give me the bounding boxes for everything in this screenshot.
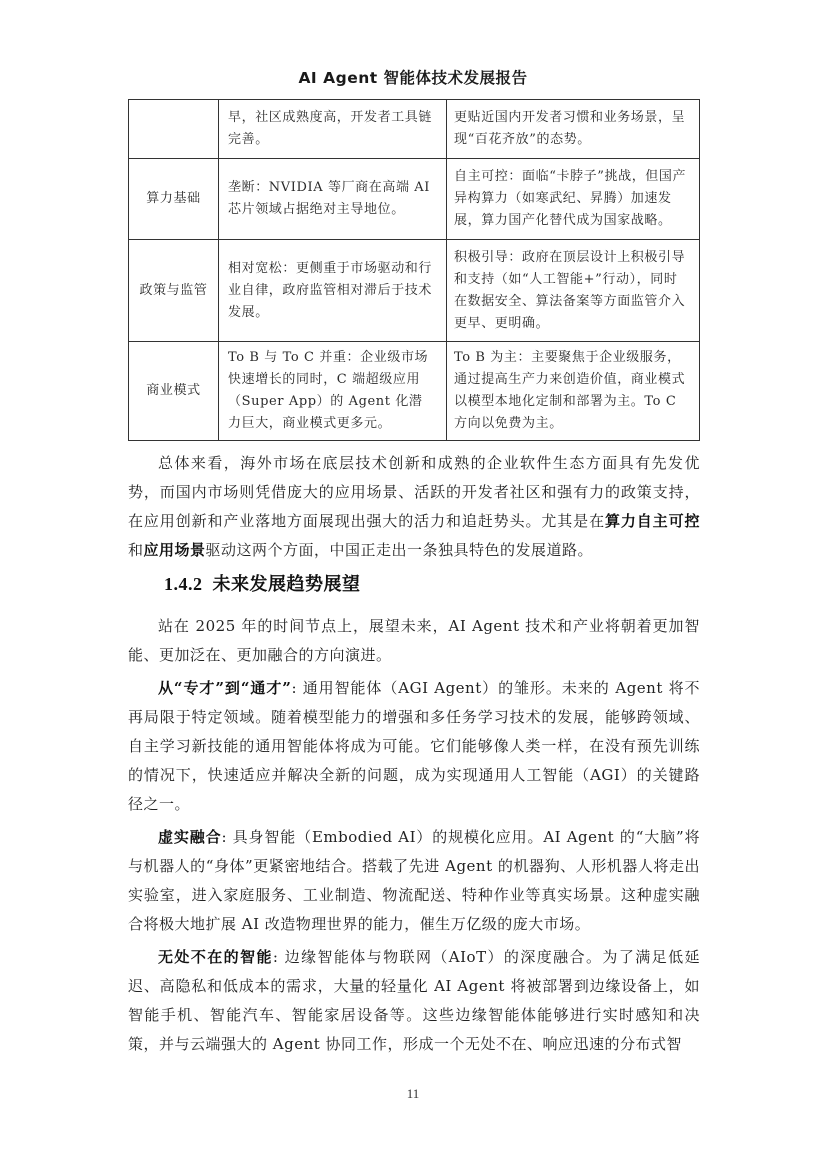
table-cell-category [129,100,219,159]
summary-emphasis: 应用场景 [143,541,206,559]
table-row [129,100,700,159]
table-row [129,159,700,240]
trend-paragraph [128,674,700,819]
trend-paragraph [128,823,700,939]
table-cell-domestic: 积极引导：政府在顶层设计上积极引导和支持（如“人工智能+”行动），同时在数据安全、算法备案等方面监管介入更早、更明确。 [447,240,700,342]
page-header-title: AI Agent 智能体技术发展报告 [298,69,528,87]
summary-text: 总体来看，海外市场在底层技术创新和成熟的企业软件生态方面具有先发优势，而国内市场则凭借庞大的应用场景、活跃的开发者社区和强有力的政策支持，在应用创新和产业落地方面展现出强大的活力和追赶势头。尤其是在 [128,454,700,530]
summary-text: 驱动这两个方面，中国正走出一条独具特色的发展道路。 [205,541,594,559]
table-cell-category: 算力基础 [129,159,219,240]
summary-emphasis: 算力自主可控 [604,512,700,530]
page-number: 11 [406,1086,420,1101]
table-cell-overseas: To B 与 To C 并重：企业级市场快速增长的同时，C 端超级应用（Super App）的 Agent 化潜力巨大，商业模式更多元。 [219,342,447,441]
table-cell-overseas: 垄断：NVIDIA 等厂商在高端 AI 芯片领域占据绝对主导地位。 [219,159,447,240]
section-heading [164,570,361,596]
trend-label: 从“专才”到“通才” [158,679,292,697]
table-cell-overseas: 早，社区成熟度高，开发者工具链完善。 [219,100,447,159]
table-row [129,342,700,441]
trends-block [128,612,700,1059]
trend-paragraph [128,943,700,1059]
trend-text: : 通用智能体（AGI Agent）的雏形。未来的 Agent 将不再局限于特定领域。随着模型能力的增强和多任务学习技术的发展，能够跨领域、自主学习新技能的通用智能体将成为可能。它们能够像人类一样，在没有预先训练的情况下，快速适应并解决全新的问题，成为实现通用人工智能（AGI）的关键路径之一。 [128,679,701,813]
section-title: 未来发展趋势展望 [212,574,361,595]
table-cell-domestic: 自主可控：面临“卡脖子”挑战，但国产异构算力（如寒武纪、昇腾）加速发展，算力国产化替代成为国家战略。 [447,159,700,240]
intro-paragraph: 站在 2025 年的时间节点上，展望未来，AI Agent 技术和产业将朝着更加智能、更加泛在、更加融合的方向演进。 [128,617,700,664]
comparison-table [128,99,700,441]
table-cell-category: 政策与监管 [129,240,219,342]
section-number: 1.4.2 [164,574,203,594]
summary-paragraph [128,449,700,565]
trend-text: : 具身智能（Embodied AI）的规模化应用。AI Agent 的“大脑”将与机器人的“身体”更紧密地结合。搭载了先进 Agent 的机器狗、人形机器人将走出实验室，进入家庭服务、工业制造、物流配送、特种作业等真实场景。这种虚实融合将极大地扩展 AI 改造物理世界的能力，催生万亿级的庞大市场。 [128,828,700,933]
trend-text: : 边缘智能体与物联网（AIoT）的深度融合。为了满足低延迟、高隐私和低成本的需求，大量的轻量化 AI Agent 将被部署到边缘设备上，如智能手机、智能汽车、智能家居设备等。这些边缘智能体能够进行实时感知和决策，并与云端强大的 Agent 协同工作，形成一个无处不在、响应迅速的分布式智 [128,948,700,1053]
trend-label: 无处不在的智能 [158,948,273,966]
table-cell-domestic: To B 为主：主要聚焦于企业级服务，通过提高生产力来创造价值，商业模式以模型本地化定制和部署为主。To C 方向以免费为主。 [447,342,700,441]
trend-label: 虚实融合 [158,828,222,846]
summary-text: 和 [128,541,144,559]
summary-paragraph-block [128,449,700,565]
table-row [129,240,700,342]
table-cell-domestic: 更贴近国内开发者习惯和业务场景，呈现“百花齐放”的态势。 [447,100,700,159]
table-cell-category: 商业模式 [129,342,219,441]
table-cell-overseas: 相对宽松：更侧重于市场驱动和行业自律，政府监管相对滞后于技术发展。 [219,240,447,342]
